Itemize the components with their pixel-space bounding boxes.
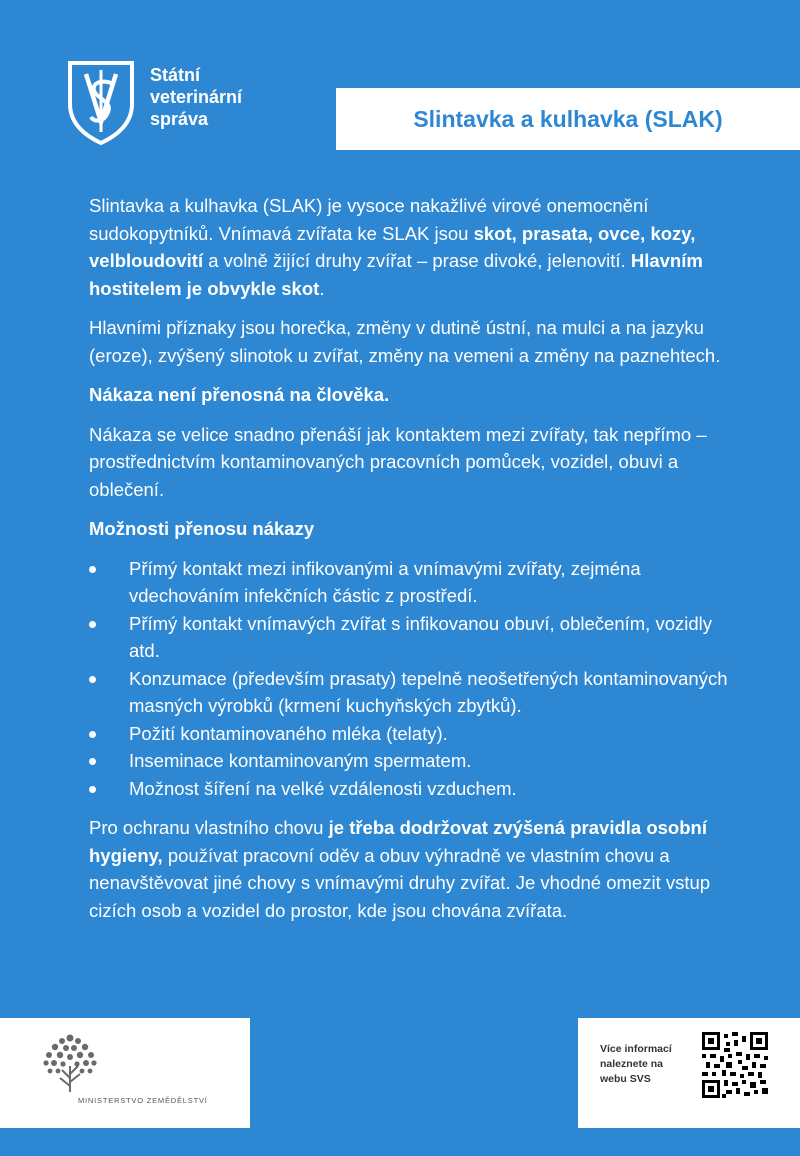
list-item [89,610,729,665]
list-item [89,555,729,610]
bullet-icon [89,566,96,573]
svs-shield-icon [66,60,136,146]
logo-line: správa [150,109,209,129]
list-item-text: Možnost šíření na velké vzdálenosti vzduchem. [129,777,517,799]
paragraph-symptoms: Hlavními příznaky jsou horečka, změny v dutině ústní, na mulci a na jazyku (eroze), zvýšený slinotok u zvířat, změny na vemeni a změny na paznehtech. [89,317,721,366]
more-info-line: webu SVS [600,1073,651,1085]
paragraph-not-transmissible: Nákaza není přenosná na člověka. [89,384,390,405]
list-item-text: Přímý kontakt vnímavých zvířat s infikovanou obuví, oblečením, vozidly atd. [129,612,712,661]
bold-text: Hlavním hostitelem je obvykle skot [89,250,703,299]
bullet-icon [89,676,96,683]
more-info-text [600,1042,672,1087]
list-item-text: Inseminace kontaminovaným spermatem. [129,750,472,771]
paragraph-hygiene [89,814,729,924]
more-info-line: naleznete na [600,1058,664,1070]
list-item [89,665,729,720]
paragraph-intro [89,192,729,302]
logo-text [150,64,242,130]
more-info-line: Více informací [600,1043,672,1055]
text: a volně žijící druhy zvířat – prase divoké, jelenovití. [203,250,631,271]
bullet-icon [89,621,96,628]
logo-line: Státní [150,65,201,85]
svs-logo [66,60,242,146]
page-title: Slintavka a kulhavka (SLAK) [413,105,723,132]
text: používat pracovní oděv a obuv výhradně ve vlastním chovu a nenavštěvovat jiné chovy s vnímavými druhy zvířat. Je vhodné omezit vstup cizích osob a vozidel do prostor, kde jsou chována zvířata. [89,844,711,921]
text: . [319,277,325,299]
bold-text: je třeba dodržovat zvýšená pravidla osobní hygieny, [89,817,707,866]
paragraph-transmission: Nákaza se velice snadno přenáší jak kontaktem mezi zvířaty, tak nepřímo – prostřednictvím kontaminovaných pracovních pomůcek, vozidel, obuvi a oblečení. [89,423,707,500]
main-content [89,192,729,936]
more-info-panel [578,1018,800,1128]
ministry-panel [0,1018,250,1128]
bullet-icon [89,758,96,765]
bullet-icon [89,786,96,793]
list-item-text: Požití kontaminovaného mléka (telaty). [129,722,448,744]
text: Pro ochranu vlastního chovu [89,817,329,838]
list-item [89,720,729,748]
list-item-text: Konzumace (především prasaty) tepelně neošetřených kontaminovaných masných výrobků (krmení kuchyňských zbytků). [129,667,728,716]
logo-line: veterinární [150,87,243,107]
text: Slintavka a kulhavka (SLAK) je vysoce nakažlivé virové onemocnění sudokopytníků. Vnímavá zvířata ke SLAK jsou [89,195,649,244]
ministry-name: MINISTERSTVO ZEMĚDĚLSTVÍ [78,1096,208,1105]
list-item-text: Přímý kontakt mezi infikovanými a vnímavými zvířaty, zejména vdechováním infekčních částic z prostředí. [129,557,641,606]
transmission-list [89,555,729,803]
bullet-icon [89,731,96,738]
tree-logo-icon [40,1030,100,1092]
list-item [89,775,729,803]
title-banner [336,88,800,150]
bold-text: skot, prasata, ovce, kozy, velbloudovití [89,222,696,271]
qr-code-icon[interactable] [702,1032,768,1098]
section-heading: Možnosti přenosu nákazy [89,518,315,539]
list-item [89,747,729,775]
